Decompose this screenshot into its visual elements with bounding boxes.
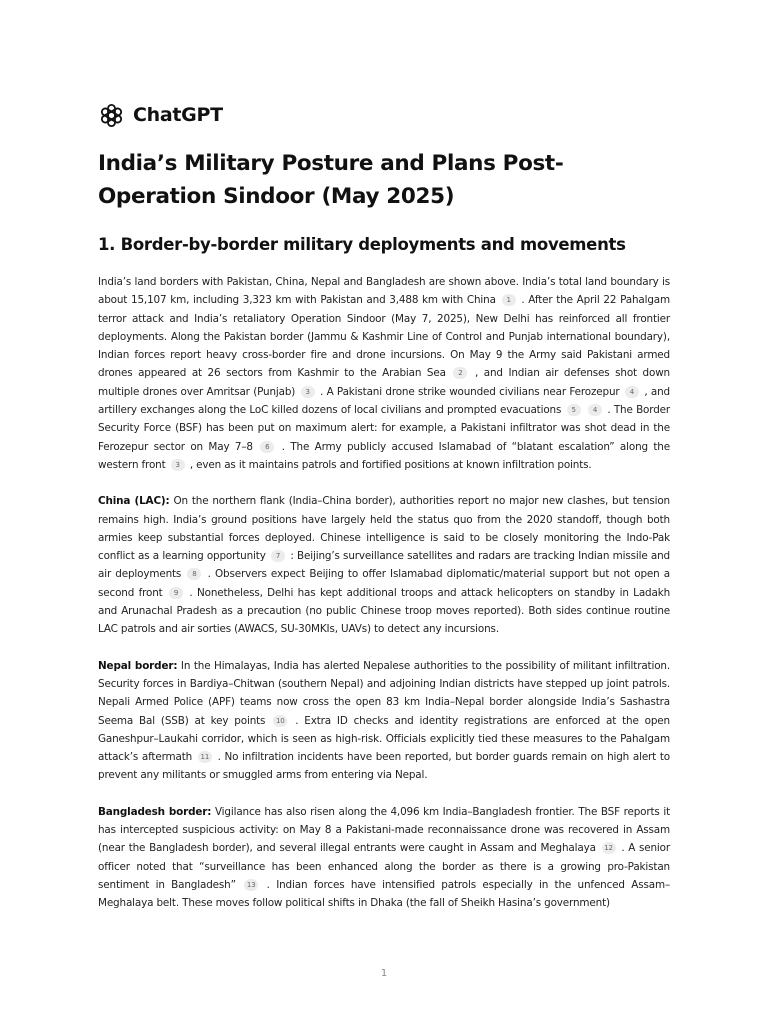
body-paragraph: [98, 657, 670, 785]
paragraph-text: , and artillery exchanges along the LoC killed dozens of local civilians and prompted evacuations: [98, 385, 671, 417]
paragraph-text: , and Indian air defenses shot down multiple drones over Amritsar (Punjab): [98, 367, 670, 398]
paragraph-text: In the Himalayas, India has alerted Nepalese authorities to the possibility of militant infiltration. Security forces in Bardiya–Chitwan (southern Nepal) and adjoining Indian districts have stepped up joint patrols. Nepali Armed Police (APF) teams now cross the open 83 km India–Nepal border alongside India’s Sashastra Seema Bal (SSB) at key points: [98, 659, 670, 727]
document-body: [98, 273, 670, 913]
citation-badge[interactable]: 12: [602, 842, 616, 854]
section-heading: 1. Border-by-border military deployments and movements: [98, 235, 626, 254]
paragraph-text: . Observers expect Beijing to offer Islamabad diplomatic/material support but not open a second front: [98, 568, 671, 599]
citation-badge[interactable]: 9: [169, 587, 183, 599]
paragraph-text: India’s land borders with Pakistan, China, Nepal and Bangladesh are shown above. India’s total land boundary is about 15,107 km, including 3,323 km with Pakistan and 3,488 km with China: [98, 276, 670, 307]
citation-badge[interactable]: 11: [198, 751, 212, 763]
body-paragraph: [98, 803, 670, 913]
citation-badge[interactable]: 13: [244, 879, 258, 891]
paragraph-text: . Indian forces have intensified patrols especially in the unfenced Assam–Meghalaya belt. These moves follow political shifts in Dhaka (the fall of Sheikh Hasina’s government): [98, 878, 670, 910]
document-page: [98, 100, 670, 913]
citation-badge[interactable]: 10: [273, 715, 287, 727]
body-paragraph: [98, 273, 670, 474]
citation-badge[interactable]: 2: [453, 367, 467, 379]
paragraph-text: . After the April 22 Pahalgam terror attack and India’s retaliatory Operation Sindoor (May 7, 2025), New Delhi has reinforced all frontier deployments. Along the Pakistan border (Jammu & Kashmir Line of Control and Punjab international boundary), Indian forces report heavy cross-border fire and drone incursions. On May 9 the Army said Pakistani armed drones appeared at 26 sectors from Kashmir to the Arabian Sea: [98, 294, 670, 380]
citation-badge[interactable]: 4: [625, 386, 639, 398]
paragraph-text: On the northern flank (India–China border), authorities report no major new clashes, but tension remains high. India’s ground positions have largely held the status quo from the 2020 standoff, though both armies keep substantial forces deployed. Chinese intelligence is said to be closely monitoring the Indo-Pak conflict as a learning opportunity: [98, 495, 670, 563]
paragraph-lead: Bangladesh border:: [98, 805, 212, 818]
brand-header: [98, 100, 670, 130]
paragraph-text: : Beijing’s surveillance satellites and radars are tracking Indian missile and air deployments: [98, 550, 670, 581]
citation-badge[interactable]: 3: [171, 459, 185, 471]
paragraph-text: . A Pakistani drone strike wounded civilians near Ferozepur: [316, 385, 623, 398]
citation-badge[interactable]: 1: [502, 294, 516, 306]
paragraph-text: . Nonetheless, Delhi has kept additional troops and attack helicopters on standby in Ladakh and Arunachal Pradesh as a precaution (no public Chinese troop moves reported). Both sides continue routine LAC patrols and air sorties (AWACS, SU-30MKIs, UAVs) to detect any incursions.: [98, 586, 671, 636]
paragraph-text: Vigilance has also risen along the 4,096 km India–Bangladesh frontier. The BSF reports it has intercepted suspicious activity: on May 8 a Pakistani-made reconnaissance drone was recovered in Assam (near the Bangladesh border), and several illegal entrants were caught in Assam and Meghalaya: [98, 805, 670, 855]
document-title: India’s Military Posture and Plans Post-Operation Sindoor (May 2025): [98, 151, 564, 209]
body-paragraph: [98, 492, 670, 638]
paragraph-text: . A senior officer noted that “surveillance has been enhanced along the border as there is a growing pro-Pakistan sentiment in Bangladesh”: [98, 842, 670, 891]
paragraph-text: . The Border Security Force (BSF) has been put on maximum alert: for example, a Pakistani infiltrator was shot dead in the Ferozepur sector on May 7–8: [98, 404, 671, 453]
paragraph-text: , even as it maintains patrols and fortified positions at known infiltration points.: [186, 458, 592, 471]
openai-logo-icon: [98, 102, 125, 129]
citation-badge[interactable]: 6: [260, 441, 274, 453]
citation-badge[interactable]: 8: [187, 568, 201, 580]
paragraph-text: . The Army publicly accused Islamabad of “blatant escalation” along the western front: [98, 440, 670, 471]
paragraph-lead: China (LAC):: [98, 495, 170, 508]
citation-badge[interactable]: 4: [588, 404, 602, 416]
paragraph-text: . Extra ID checks and identity registrations are enforced at the open Ganeshpur–Laukahi corridor, which is seen as high-risk. Officials explicitly tied these measures to the Pahalgam attack’s aftermath: [98, 714, 670, 764]
citation-badge[interactable]: 7: [271, 550, 285, 562]
brand-name: ChatGPT: [133, 104, 223, 126]
paragraph-text: [583, 404, 586, 416]
page-number: 1: [380, 968, 388, 979]
citation-badge[interactable]: 5: [567, 404, 581, 416]
paragraph-lead: Nepal border:: [98, 659, 178, 672]
paragraph-text: . No infiltration incidents have been reported, but border guards remain on high alert to prevent any militants or smuggled arms from entering via Nepal.: [98, 751, 670, 782]
citation-badge[interactable]: 3: [301, 386, 315, 398]
